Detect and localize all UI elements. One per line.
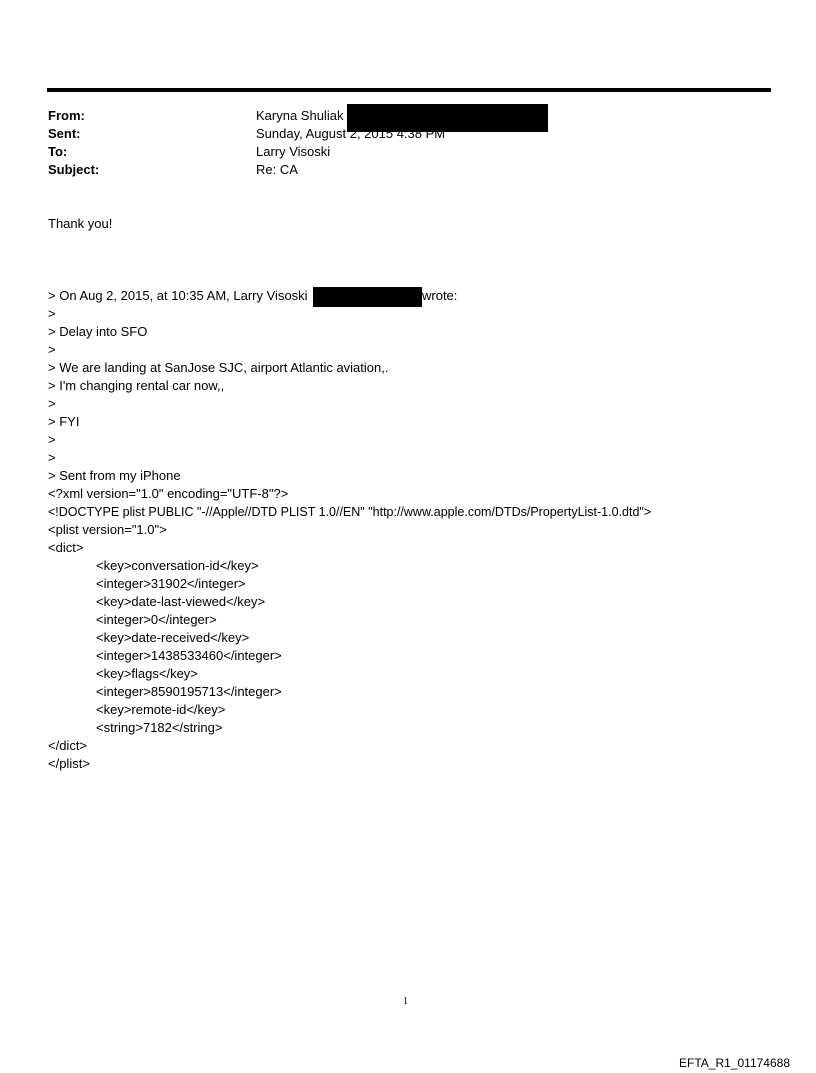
body-line: <!DOCTYPE plist PUBLIC "-//Apple//DTD PLIST 1.0//EN" "http://www.apple.com/DTDs/PropertyList-1.0.dtd"> — [48, 505, 652, 519]
plist-entry: <integer>8590195713</integer> — [96, 684, 282, 699]
body-line: > Delay into SFO — [48, 324, 148, 339]
redaction-box — [313, 287, 422, 307]
body-line: > — [48, 450, 56, 465]
body-line: <dict> — [48, 540, 84, 555]
to-label: To: — [48, 144, 68, 159]
body-line: > Sent from my iPhone — [48, 468, 181, 483]
from-label: From: — [48, 108, 85, 123]
body-line: > — [48, 306, 56, 321]
plist-entry: <key>conversation-id</key> — [96, 558, 259, 573]
body-line: </plist> — [48, 756, 90, 771]
sent-value: Sunday, August 2, 2015 4:38 PM — [256, 126, 446, 141]
page-number: 1 — [403, 996, 408, 1007]
plist-entry: <integer>31902</integer> — [96, 576, 246, 591]
document-id: EFTA_R1_01174688 — [679, 1056, 790, 1070]
body-line: > FYI — [48, 414, 80, 429]
body-line: </dict> — [48, 738, 88, 753]
reply-text: Thank you! — [48, 216, 113, 231]
to-value: Larry Visoski — [256, 144, 331, 159]
quoted-intro-end: wrote: — [422, 288, 458, 303]
plist-entry: <key>date-received</key> — [96, 630, 250, 645]
subject-label: Subject: — [48, 162, 100, 177]
subject-value: Re: CA — [256, 162, 298, 177]
sent-label: Sent: — [48, 126, 81, 141]
plist-entry: <key>flags</key> — [96, 666, 198, 681]
from-value: Karyna Shuliak — [256, 108, 344, 123]
plist-entry: <integer>1438533460</integer> — [96, 648, 282, 663]
body-line: > I'm changing rental car now,, — [48, 378, 225, 393]
plist-entry: <integer>0</integer> — [96, 612, 217, 627]
quoted-intro-start: > On Aug 2, 2015, at 10:35 AM, Larry Visoski — [48, 288, 308, 303]
body-line: > — [48, 342, 56, 357]
plist-entry: <string>7182</string> — [96, 720, 223, 735]
body-line: > — [48, 432, 56, 447]
plist-entry: <key>date-last-viewed</key> — [96, 594, 266, 609]
body-line: <?xml version="1.0" encoding="UTF-8"?> — [48, 486, 289, 501]
header-rule — [47, 88, 771, 92]
body-line: > We are landing at SanJose SJC, airport Atlantic aviation,. — [48, 360, 389, 375]
body-line: <plist version="1.0"> — [48, 522, 167, 537]
plist-entry: <key>remote-id</key> — [96, 702, 226, 717]
body-line: > — [48, 396, 56, 411]
